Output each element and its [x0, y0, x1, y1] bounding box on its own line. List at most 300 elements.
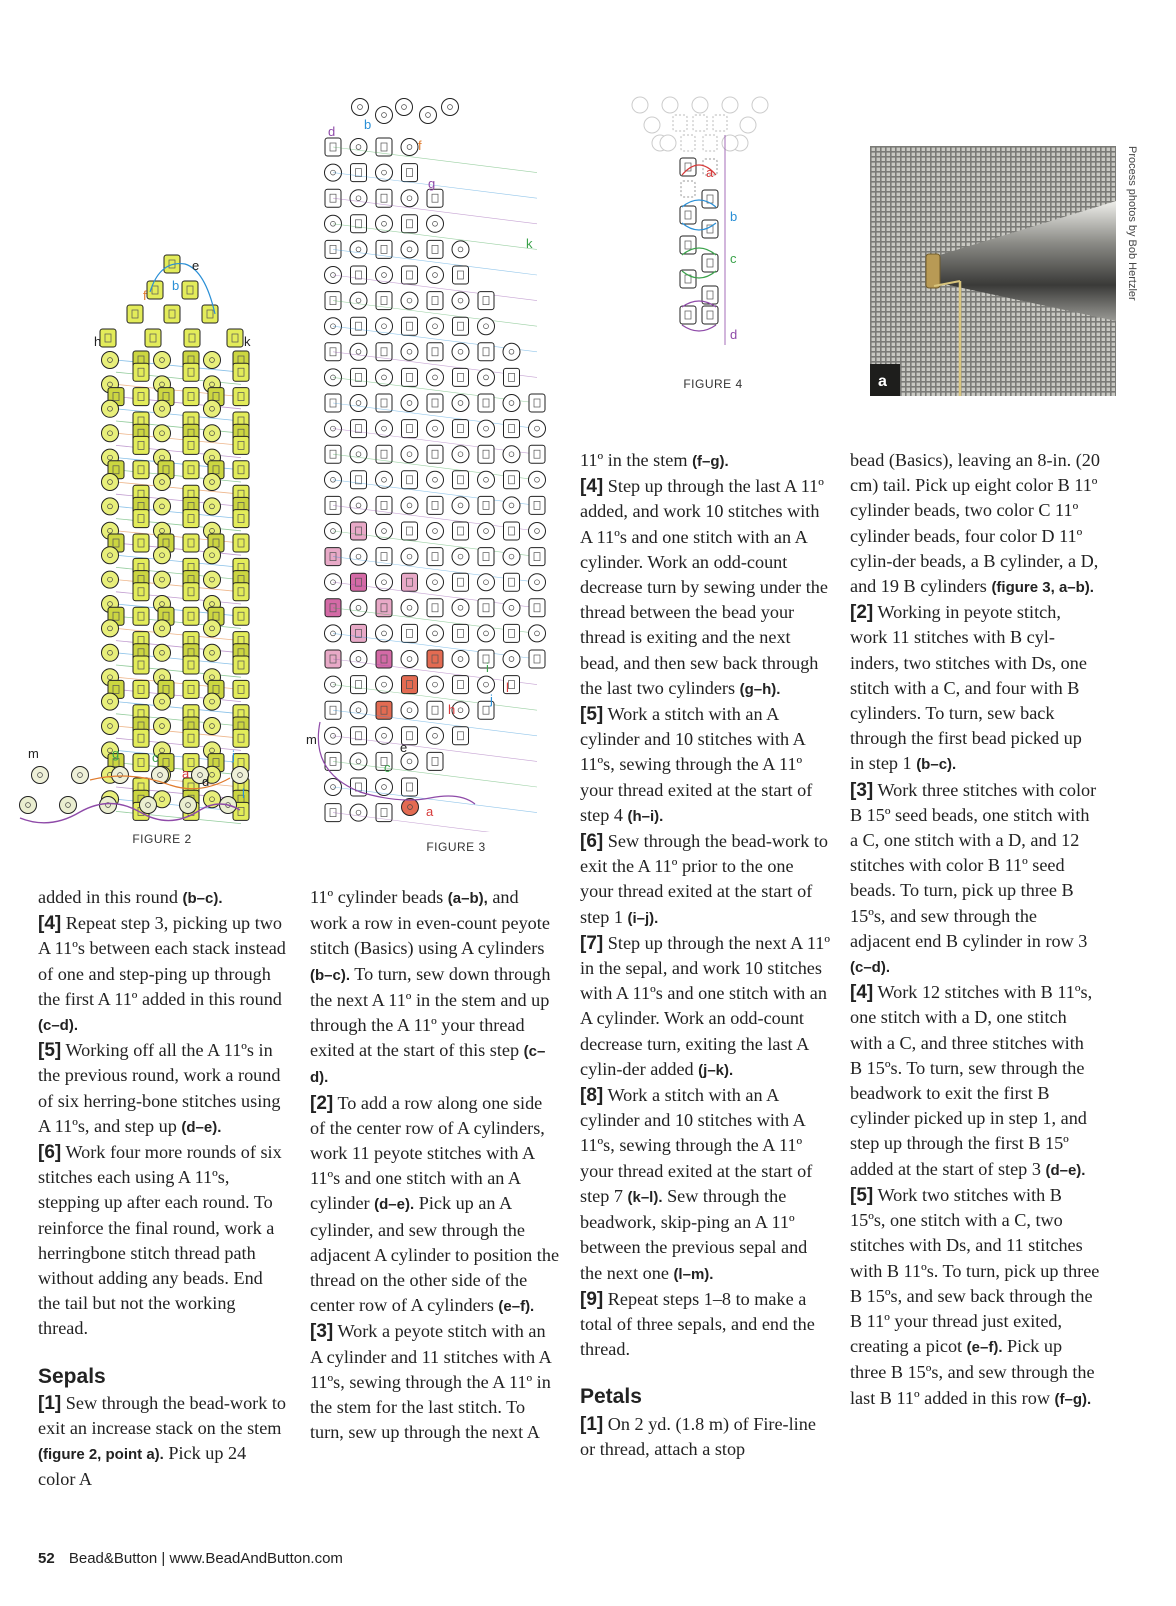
body-text: To turn, sew down through the next A 11º in the stem and up through the A 11º your thread exited at the start of this step	[310, 963, 551, 1061]
paragraph	[38, 885, 288, 911]
round-bead	[154, 693, 171, 710]
cylinder-bead	[133, 607, 149, 625]
figure-2-caption: FIGURE 2	[132, 832, 192, 846]
process-photo	[870, 146, 1116, 396]
step-number: [6]	[38, 1142, 62, 1164]
cylinder-bead	[183, 656, 199, 674]
cylinder-bead	[453, 727, 469, 745]
cylinder-bead	[529, 548, 545, 566]
point-label: m	[306, 732, 317, 747]
cylinder-bead	[183, 436, 199, 454]
cylinder-bead	[504, 471, 520, 489]
page-footer	[38, 1550, 343, 1567]
round-bead	[427, 420, 444, 437]
round-bead	[350, 190, 367, 207]
round-bead	[478, 318, 495, 335]
process-photo-image	[870, 146, 1116, 396]
round-bead	[452, 548, 469, 565]
faded-cylinder	[681, 181, 695, 197]
cylinder-bead	[183, 363, 199, 381]
cylinder-bead	[478, 292, 494, 310]
round-bead	[154, 425, 171, 442]
point-label: a	[426, 804, 434, 819]
cylinder-bead	[351, 420, 367, 438]
round-bead	[427, 574, 444, 591]
round-bead	[478, 420, 495, 437]
cylinder-bead	[351, 266, 367, 284]
paragraph	[580, 931, 830, 1083]
faded-bead	[692, 97, 708, 113]
round-bead	[102, 547, 119, 564]
cylinder-bead	[233, 461, 249, 479]
round-bead	[427, 267, 444, 284]
round-bead	[154, 571, 171, 588]
round-bead	[401, 599, 418, 616]
round-bead	[420, 107, 437, 124]
photo-label: a	[878, 373, 887, 390]
step-number: [5]	[38, 1040, 62, 1062]
page-number: 52	[38, 1550, 55, 1567]
figure-reference: (d–e).	[1045, 1161, 1086, 1179]
cylinder-bead	[402, 368, 418, 386]
cylinder-bead	[233, 607, 249, 625]
faded-cylinder	[673, 115, 687, 131]
cylinder-bead	[351, 624, 367, 642]
step-number: [4]	[850, 982, 874, 1004]
faded-bead	[662, 97, 678, 113]
cylinder-bead	[504, 368, 520, 386]
round-bead	[427, 215, 444, 232]
paragraph	[310, 1319, 560, 1445]
cylinder-bead	[478, 599, 494, 617]
round-bead	[180, 797, 197, 814]
round-bead	[503, 343, 520, 360]
body-text: Work three stitches with color B 15º seed beads, one stitch with a C, one stitch with a D, and 12 stitches with color B 11º seed beads. To turn, pick up three B 15ºs, and sew through the adjacent end B cylinder in row 3	[850, 779, 1097, 951]
round-bead	[20, 797, 37, 814]
step-number: [4]	[38, 913, 62, 935]
cylinder-bead	[529, 496, 545, 514]
photo-credit: Process photos by Bob Hertzler	[1126, 146, 1138, 301]
faded-cylinder	[681, 135, 695, 151]
round-bead	[427, 471, 444, 488]
point-label: l	[242, 786, 245, 801]
faded-cylinder	[693, 115, 707, 131]
paragraph	[38, 1038, 288, 1140]
cylinder-bead	[702, 254, 718, 272]
round-bead	[350, 395, 367, 412]
figure-reference: (f–g).	[692, 453, 729, 470]
body-text: Sew through the bead-work to exit an increase stack on the stem	[38, 1392, 287, 1439]
body-text: Repeat steps 1–8 to make a total of three sepals, and end the thread.	[580, 1288, 815, 1360]
cylinder-bead	[233, 534, 249, 552]
cylinder-bead	[453, 624, 469, 642]
body-text: Work a peyote stitch with an A cylinder and 11 stitches with A 11ºs, sewing through the A 11º in the stem for the last stitch. To turn, sew up through the next A	[310, 1321, 551, 1443]
round-bead	[401, 497, 418, 514]
paragraph	[580, 702, 830, 829]
cylinder-bead	[680, 306, 696, 324]
point-label: m	[28, 746, 39, 761]
point-label: k	[526, 236, 533, 251]
cylinder-bead	[183, 680, 199, 698]
round-bead	[478, 574, 495, 591]
cylinder-bead	[133, 388, 149, 406]
figure-4	[630, 95, 800, 395]
paragraph	[38, 911, 288, 1038]
round-bead	[503, 497, 520, 514]
step-number: [6]	[580, 831, 604, 853]
point-label: c	[730, 251, 737, 266]
cylinder-bead	[133, 656, 149, 674]
round-bead	[204, 718, 221, 735]
round-bead	[204, 425, 221, 442]
round-bead	[452, 292, 469, 309]
cylinder-bead	[233, 729, 249, 747]
figure-reference: (c–d).	[38, 1017, 79, 1035]
round-bead	[204, 400, 221, 417]
cylinder-bead	[453, 317, 469, 335]
paragraph	[580, 1287, 830, 1363]
cylinder-bead	[402, 573, 418, 591]
body-text: bead (Basics), leaving an 8-in. (20 cm) tail. Pick up eight color B 11º cylinder beads, two color C 11º cylinder beads, four color D 11º cylin-der beads, a B cylinder, a D, and 19 B cylinders	[850, 450, 1100, 597]
cylinder-bead	[427, 292, 443, 310]
cylinder-bead	[427, 650, 443, 668]
cylinder-bead	[680, 206, 696, 224]
figure-reference: (d–e).	[374, 1196, 415, 1214]
point-label: c	[384, 760, 391, 775]
round-bead	[102, 718, 119, 735]
round-bead	[401, 446, 418, 463]
point-label: e	[400, 740, 408, 755]
faded-bead	[644, 117, 660, 133]
body-text: Work a stitch with an A cylinder and 10 stitches with A 11ºs, sewing through the A 11º your thread exited at the start of step 7	[580, 1085, 813, 1206]
text-column-4	[850, 448, 1100, 1412]
point-label: b	[730, 209, 738, 224]
cylinder-bead	[233, 388, 249, 406]
paragraph	[580, 1083, 830, 1287]
round-bead	[529, 574, 546, 591]
round-bead	[154, 718, 171, 735]
body-text: Pick up three B 15ºs, and sew through the last B 11º added in this row	[850, 1336, 1095, 1408]
body-text: Working in peyote stitch, work 11 stitches with B cyl-inders, two stitches with Ds, one stitch with a C, and four with B cylinders. To turn, sew back through the first bead picked up in step 1	[850, 602, 1087, 774]
cylinder-bead	[478, 445, 494, 463]
body-text: and work a row in even-count peyote stitch (Basics) using A cylinders	[310, 887, 550, 959]
round-bead	[529, 625, 546, 642]
round-bead	[401, 241, 418, 258]
point-label: e	[192, 258, 200, 273]
cylinder-bead	[233, 656, 249, 674]
cylinder-bead	[504, 573, 520, 591]
step-number: [8]	[580, 1085, 604, 1107]
cylinder-bead	[202, 305, 218, 323]
round-bead	[350, 241, 367, 258]
cylinder-bead	[402, 471, 418, 489]
cylinder-bead	[702, 190, 718, 208]
paragraph	[310, 1091, 560, 1320]
round-bead	[204, 498, 221, 515]
cylinder-bead	[351, 727, 367, 745]
round-bead	[232, 767, 249, 784]
cylinder-bead	[127, 305, 143, 323]
round-bead	[102, 571, 119, 588]
round-bead	[529, 523, 546, 540]
cylinder-bead	[133, 729, 149, 747]
round-bead	[503, 395, 520, 412]
round-bead	[350, 446, 367, 463]
body-text: added in this round	[38, 887, 183, 907]
round-bead	[102, 352, 119, 369]
figure-reference: (e–f).	[498, 1298, 535, 1316]
cylinder-bead	[478, 343, 494, 361]
cylinder-bead	[351, 471, 367, 489]
round-bead	[401, 702, 418, 719]
cylinder-bead	[402, 164, 418, 182]
point-label: g	[428, 176, 436, 191]
round-bead	[204, 571, 221, 588]
cylinder-bead	[351, 368, 367, 386]
round-bead	[102, 620, 119, 637]
figure-reference: (i–j).	[627, 909, 659, 927]
round-bead	[102, 425, 119, 442]
figure-2	[10, 250, 270, 850]
round-bead	[350, 702, 367, 719]
faded-bead	[752, 97, 768, 113]
cylinder-bead	[427, 701, 443, 719]
round-bead	[102, 693, 119, 710]
cylinder-bead	[427, 240, 443, 258]
point-label: f	[418, 138, 422, 153]
figure-reference: (g–h).	[739, 680, 781, 698]
step-number: [5]	[850, 1184, 874, 1206]
round-bead	[204, 474, 221, 491]
round-bead	[452, 599, 469, 616]
figure-reference: (figure 2, point a).	[38, 1446, 164, 1464]
step-number: [5]	[580, 704, 604, 726]
point-label: d	[328, 124, 336, 139]
round-bead	[452, 497, 469, 514]
cylinder-bead	[453, 471, 469, 489]
round-bead	[102, 400, 119, 417]
cylinder-bead	[233, 363, 249, 381]
step-number: [3]	[850, 779, 874, 801]
round-bead	[102, 474, 119, 491]
cylinder-bead	[351, 164, 367, 182]
cylinder-bead	[183, 461, 199, 479]
round-bead	[350, 497, 367, 514]
body-text: 11º in the stem	[580, 450, 693, 470]
step-number: [9]	[580, 1288, 604, 1310]
point-label: c	[152, 750, 159, 765]
figure-4-caption: FIGURE 4	[683, 377, 743, 391]
round-bead	[204, 644, 221, 661]
point-label: k	[244, 334, 251, 349]
figure-reference: (c–d).	[850, 959, 891, 977]
cylinder-bead	[427, 599, 443, 617]
round-bead	[442, 99, 459, 116]
round-bead	[350, 753, 367, 770]
cylinder-bead	[133, 436, 149, 454]
cylinder-bead	[351, 317, 367, 335]
round-bead	[204, 547, 221, 564]
round-bead	[452, 395, 469, 412]
cylinder-bead	[427, 752, 443, 770]
round-bead	[503, 651, 520, 668]
footer-text: Bead&Button | www.BeadAndButton.com	[68, 1550, 343, 1567]
cylinder-bead	[427, 445, 443, 463]
point-label: a	[182, 766, 190, 781]
cylinder-bead	[453, 420, 469, 438]
cylinder-bead	[453, 573, 469, 591]
cylinder-bead	[402, 215, 418, 233]
cylinder-bead	[133, 363, 149, 381]
section-heading: Sepals	[38, 1364, 106, 1388]
body-text: To add a row along one side of the center row of A cylinders, work 11 peyote stitches with A 11ºs and one stitch with an A cylinder	[310, 1092, 545, 1214]
cylinder-bead	[183, 534, 199, 552]
figure-reference: (l–m).	[673, 1265, 714, 1283]
round-bead	[112, 767, 129, 784]
cylinder-bead	[529, 445, 545, 463]
body-text: Work 12 stitches with B 11ºs, one stitch with a D, one stitch with a C, and three stitches with B 15ºs. To turn, sew through the beadwork to exit the first B cylinder picked up in step 1, and step up through the first B 15º added at the start of step 3	[850, 982, 1093, 1179]
paragraph	[850, 778, 1100, 981]
cylinder-bead	[100, 329, 116, 347]
cylinder-bead	[478, 394, 494, 412]
cylinder-bead	[453, 368, 469, 386]
point-label: h	[448, 702, 456, 717]
round-bead	[529, 471, 546, 488]
cylinder-bead	[680, 270, 696, 288]
figure-3	[300, 92, 570, 867]
round-bead	[503, 599, 520, 616]
figure-reference: (b–c).	[182, 890, 223, 907]
step-number: [4]	[580, 476, 604, 498]
round-bead	[401, 343, 418, 360]
body-text: Sew through the beadwork, skip-ping an A 11º between the previous sepal and the next one	[580, 1185, 808, 1283]
round-bead	[140, 797, 157, 814]
cylinder-bead	[402, 778, 418, 796]
text-column-2	[310, 885, 560, 1445]
cylinder-bead	[183, 510, 199, 528]
round-bead	[452, 241, 469, 258]
figure-reference: (h–i).	[627, 807, 664, 825]
cylinder-bead	[351, 573, 367, 591]
point-label: a	[706, 165, 714, 180]
body-text: Step up through the last A 11º added, and work 10 stitches with A 11ºs and one stitch with an A cylinder. Work an odd-count decrease turn by sewing under the thread between the bead your thread is exiting and the next bead, and then sew back through the last two cylinders	[580, 476, 828, 698]
round-bead	[427, 523, 444, 540]
figure-reference: (b–c).	[916, 756, 957, 774]
round-bead	[102, 498, 119, 515]
round-bead	[350, 651, 367, 668]
figure-reference: (d–e).	[181, 1118, 222, 1136]
step-number: [1]	[580, 1413, 604, 1435]
cylinder-bead	[184, 329, 200, 347]
body-text: Work a stitch with an A cylinder and 10 stitches with A 11ºs, sewing through the A 11º your thread exited at the start of step 4	[580, 704, 813, 825]
figure-2-diagram	[10, 250, 270, 830]
round-bead	[503, 446, 520, 463]
figure-reference: (figure 3, a–b).	[991, 579, 1094, 597]
text-column-3	[580, 448, 830, 1462]
point-label: d	[202, 774, 210, 789]
round-bead	[352, 99, 369, 116]
figure-reference: (e–f).	[966, 1339, 1003, 1357]
point-label: b	[364, 117, 372, 132]
round-bead	[154, 352, 171, 369]
paragraph	[580, 448, 830, 474]
cylinder-bead	[478, 548, 494, 566]
round-bead	[350, 343, 367, 360]
round-bead	[102, 644, 119, 661]
round-bead	[427, 676, 444, 693]
cylinder-bead	[164, 305, 180, 323]
figure-reference: (b–c).	[310, 966, 351, 984]
cylinder-bead	[478, 496, 494, 514]
faded-cylinder	[713, 115, 727, 131]
point-label: d	[730, 327, 738, 342]
cylinder-bead	[233, 583, 249, 601]
round-bead	[154, 644, 171, 661]
body-text: Pick up 24 color A	[38, 1443, 247, 1490]
cylinder-bead	[427, 496, 443, 514]
cylinder-bead	[529, 394, 545, 412]
cylinder-bead	[233, 510, 249, 528]
cylinder-bead	[529, 650, 545, 668]
faded-bead	[660, 135, 676, 151]
figure-3-diagram	[300, 92, 570, 832]
round-bead	[154, 498, 171, 515]
cylinder-bead	[680, 158, 696, 176]
round-bead	[154, 547, 171, 564]
round-bead	[452, 651, 469, 668]
round-bead	[427, 625, 444, 642]
body-text: Pick up an A cylinder, and sew through the adjacent A cylinder to position the thread on the other side of the center row of A cylinders	[310, 1193, 560, 1316]
round-bead	[350, 599, 367, 616]
round-bead	[427, 369, 444, 386]
cylinder-bead	[402, 266, 418, 284]
cylinder-bead	[325, 548, 341, 566]
cylinder-bead	[351, 215, 367, 233]
cylinder-bead	[427, 343, 443, 361]
step-number: [2]	[310, 1092, 334, 1114]
figure-reference: (a–b),	[447, 890, 488, 907]
body-text: Work two stitches with B 15ºs, one stitch with a C, two stitches with Ds, and 11 stitches with B 11ºs. To turn, pick up three B 15ºs, and sew back through the B 11º your thread just exited, creating a picot	[850, 1184, 1100, 1357]
round-bead	[452, 446, 469, 463]
body-text: 11º cylinder beads	[310, 887, 448, 907]
round-bead	[204, 693, 221, 710]
cylinder-bead	[351, 676, 367, 694]
cylinder-bead	[133, 510, 149, 528]
cylinder-bead	[133, 583, 149, 601]
round-bead	[427, 318, 444, 335]
start-bead	[402, 799, 419, 816]
point-label: j	[232, 748, 235, 763]
cylinder-bead	[133, 534, 149, 552]
cylinder-bead	[402, 676, 418, 694]
point-label: b	[172, 278, 180, 293]
paragraph	[38, 1140, 288, 1342]
point-label: h	[94, 334, 102, 349]
paragraph	[850, 448, 1100, 600]
body-text: Step up through the next A 11º in the sepal, and work 10 stitches with A 11ºs and one stitch with an A cylinder. Work an odd-count decrease turn, exiting the last A cylin-der added	[580, 932, 830, 1079]
paragraph	[38, 1391, 288, 1493]
paragraph	[850, 1183, 1100, 1412]
body-text: Repeat step 3, picking up two A 11ºs between each stack instead of one and step-ping up through the first A 11º added in this round	[38, 913, 286, 1009]
cylinder-bead	[702, 306, 718, 324]
figure-reference: (c–d).	[310, 1043, 546, 1087]
round-bead	[154, 400, 171, 417]
round-bead	[452, 343, 469, 360]
round-bead	[401, 190, 418, 207]
faded-cylinder	[703, 135, 717, 151]
section-heading: Petals	[580, 1385, 642, 1409]
figure-reference: (k–l).	[627, 1188, 663, 1206]
